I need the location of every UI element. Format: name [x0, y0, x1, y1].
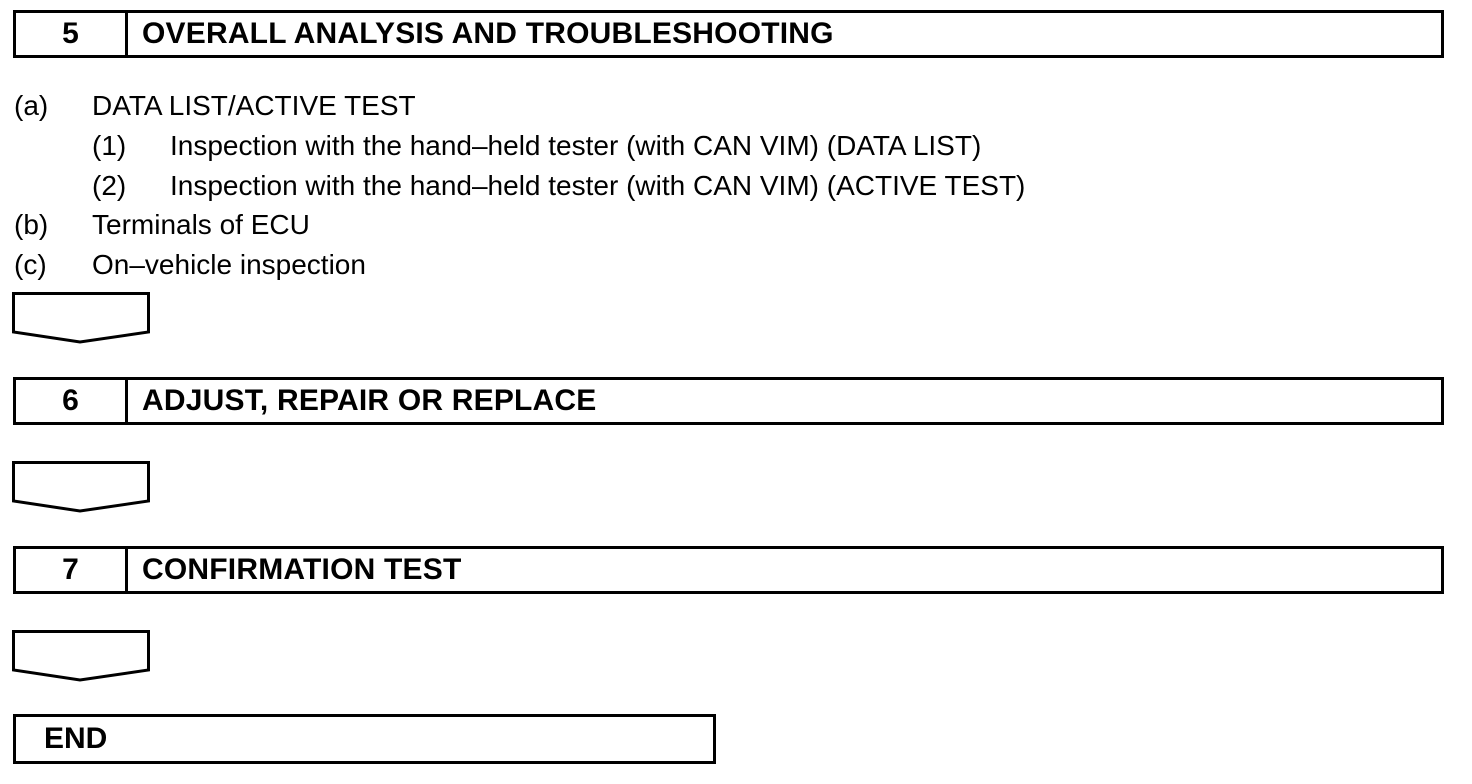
item-marker: (a) — [14, 90, 49, 121]
step-number: 6 — [16, 380, 128, 422]
step-5-box — [13, 10, 1444, 58]
step-title: ADJUST, REPAIR OR REPLACE — [142, 384, 597, 417]
step-number: 5 — [16, 13, 128, 55]
flow-arrow-icon — [12, 461, 150, 513]
step-6-box — [13, 377, 1444, 425]
item-marker: (b) — [14, 209, 49, 240]
step-title: CONFIRMATION TEST — [142, 553, 462, 586]
item-text: On–vehicle inspection — [92, 249, 366, 280]
end-box: END — [13, 714, 716, 764]
item-marker: (2) — [92, 170, 127, 201]
item-text: Terminals of ECU — [92, 209, 310, 240]
flow-arrow-icon — [12, 630, 150, 682]
flow-arrow-icon — [12, 292, 150, 344]
item-marker: (c) — [14, 249, 47, 280]
step-7-box — [13, 546, 1444, 594]
item-text: Inspection with the hand–held tester (with CAN VIM) (DATA LIST) — [170, 130, 982, 161]
step-title: OVERALL ANALYSIS AND TROUBLESHOOTING — [142, 17, 834, 50]
item-marker: (1) — [92, 130, 127, 161]
item-text: DATA LIST/ACTIVE TEST — [92, 90, 416, 121]
step-number: 7 — [16, 549, 128, 591]
item-text: Inspection with the hand–held tester (with CAN VIM) (ACTIVE TEST) — [170, 170, 1026, 201]
